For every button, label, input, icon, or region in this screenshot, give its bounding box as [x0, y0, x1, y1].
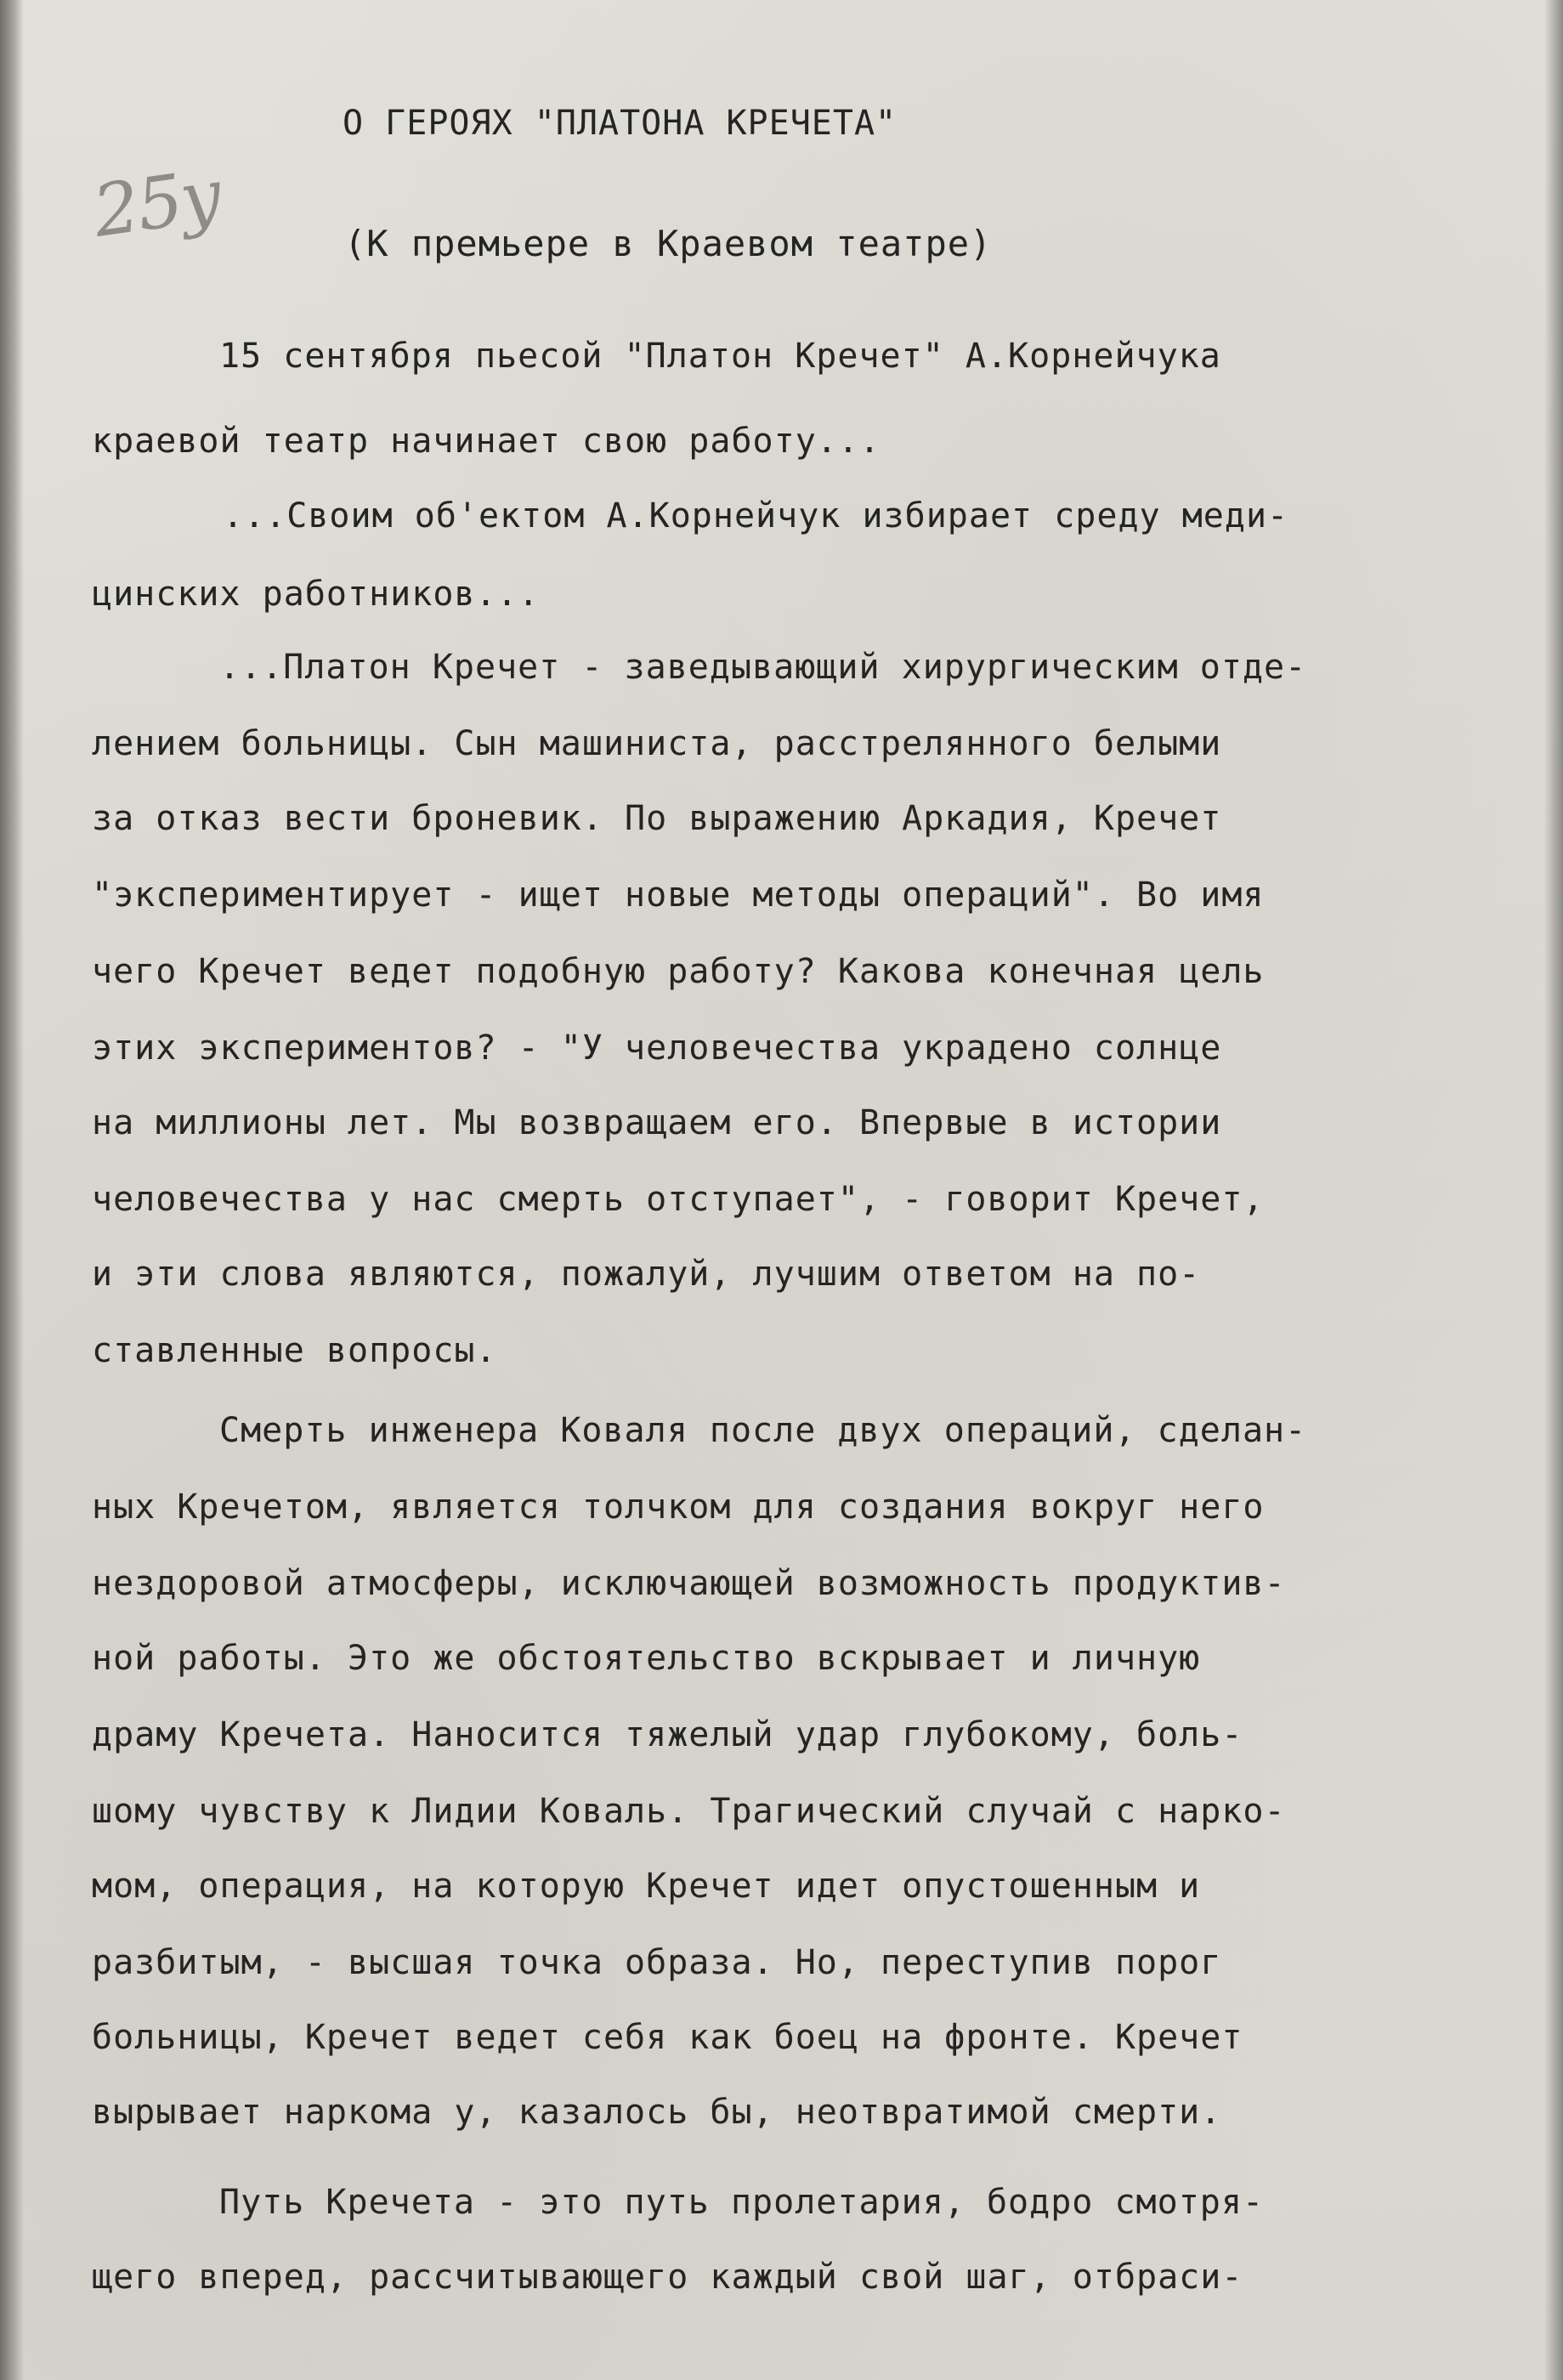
text-line: щего вперед, рассчитывающего каждый свой шаг, отбраси-: [92, 2258, 1243, 2297]
text-line: человечества у нас смерть отступает", - говорит Кречет,: [92, 1180, 1265, 1219]
text-line: "экспериментирует - ищет новые методы операций". Во имя: [92, 876, 1265, 915]
text-line: за отказ вести броневик. По выражению Аркадия, Кречет: [92, 799, 1222, 838]
text-line: ...Своим об'ектом А.Корнейчук избирает среду меди-: [223, 496, 1289, 536]
text-line: ной работы. Это же обстоятельство вскрывает и личную: [92, 1639, 1201, 1678]
text-line: ...Платон Кречет - заведывающий хирургическим отде-: [219, 648, 1307, 687]
text-line: и эти слова являются, пожалуй, лучшим ответом на по-: [92, 1255, 1201, 1294]
archive-handwritten-mark: 25у: [88, 153, 226, 253]
text-line: шому чувству к Лидии Коваль. Трагический случай с нарко-: [92, 1792, 1286, 1831]
text-line: 15 сентября пьесой "Платон Кречет" А.Корнейчука: [219, 337, 1221, 376]
text-line: больницы, Кречет ведет себя как боец на фронте. Кречет: [92, 2018, 1243, 2057]
text-line: на миллионы лет. Мы возвращаем его. Впервые в истории: [92, 1103, 1222, 1142]
text-line: Путь Кречета - это путь пролетария, бодро смотря-: [219, 2183, 1265, 2222]
text-line: цинских работников...: [92, 575, 540, 614]
text-line: лением больницы. Сын машиниста, расстрелянного белыми: [92, 724, 1222, 763]
text-line: этих экспериментов? - "У человечества украдено солнце: [92, 1028, 1222, 1068]
text-line: мом, операция, на которую Кречет идет опустошенным и: [92, 1867, 1201, 1906]
text-line: краевой театр начинает свою работу...: [92, 422, 881, 461]
text-line: нездоровой атмосферы, исключающей возможность продуктив-: [92, 1564, 1286, 1603]
text-line: чего Кречет ведет подобную работу? Какова конечная цель: [92, 952, 1265, 991]
text-line: драму Кречета. Наносится тяжелый удар глубокому, боль-: [92, 1715, 1243, 1754]
text-line: вырывает наркома у, казалось бы, неотвратимой смерти.: [92, 2093, 1222, 2132]
document-subtitle: (К премьере в Краевом театре): [344, 223, 993, 264]
text-line: разбитым, - высшая точка образа. Но, переступив порог: [92, 1943, 1222, 1982]
document-title: О ГЕРОЯХ "ПЛАТОНА КРЕЧЕТА": [343, 104, 898, 143]
text-line: ных Кречетом, является толчком для создания вокруг него: [92, 1488, 1265, 1527]
text-line: Смерть инженера Коваля после двух операций, сделан-: [219, 1411, 1307, 1450]
text-line: ставленные вопросы.: [92, 1331, 497, 1370]
